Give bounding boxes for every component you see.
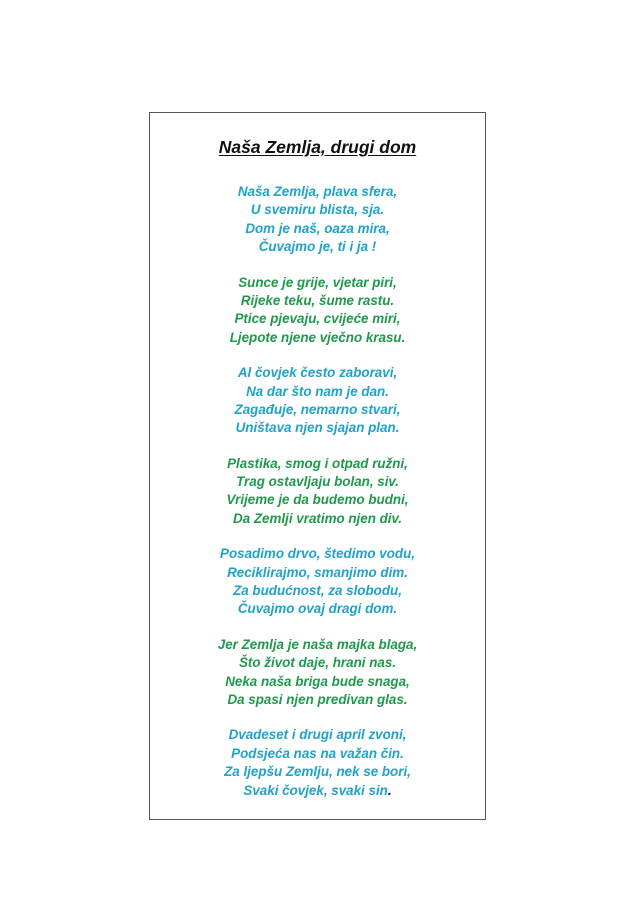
poem-line: Na dar što nam je dan. xyxy=(246,383,389,399)
stanza-2 xyxy=(150,274,485,348)
poem-line: Ptice pjevaju, cvijeće miri, xyxy=(234,311,401,327)
poem-line: Što život daje, hrani nas. xyxy=(238,655,396,671)
poem-line: Sunce je grije, vjetar piri, xyxy=(238,274,397,290)
poem-line: Čuvajmo je, ti i ja ! xyxy=(258,239,377,255)
stanza-4 xyxy=(150,455,485,529)
poem-line: Neka naša briga bude snaga, xyxy=(225,673,410,689)
poem-line: Jer Zemlja je naša majka blaga, xyxy=(217,636,418,652)
poem-line: Da Zemlji vratimo njen div. xyxy=(233,510,402,526)
poem-line: Al čovjek često zaboravi, xyxy=(237,365,398,381)
poem-line: Da spasi njen predivan glas. xyxy=(227,691,408,707)
poem-line: Dvadeset i drugi april zvoni, xyxy=(228,727,407,743)
poem-line: Za budućnost, za slobodu, xyxy=(233,583,402,599)
stanza-7 xyxy=(150,726,485,800)
poem-line: Trag ostavljaju bolan, siv. xyxy=(236,474,399,490)
poem-body xyxy=(150,183,485,817)
stanza-5 xyxy=(150,545,485,619)
poem-title: Naša Zemlja, drugi dom xyxy=(218,137,417,157)
poem-line: Posadimo drvo, štedimo vodu, xyxy=(220,546,415,562)
final-period: . xyxy=(387,782,392,798)
poem-line-last-text: Svaki čovjek, svaki sin xyxy=(243,782,388,798)
poem-line: Podsjeća nas na važan čin. xyxy=(231,745,404,761)
poem-line: U svemiru blista, sja. xyxy=(250,202,385,218)
poem-line: Vrijeme je da budemo budni, xyxy=(226,492,409,508)
poem-frame xyxy=(149,112,486,820)
poem-line: Zagađuje, nemarno stvari, xyxy=(234,401,401,417)
poem-line: Čuvajmo ovaj dragi dom. xyxy=(237,601,398,617)
poem-line-last xyxy=(150,782,485,800)
poem-line: Rijeke teku, šume rastu. xyxy=(240,292,395,308)
poem-line: Uništava njen sjajan plan. xyxy=(235,420,400,436)
poem-line: Plastika, smog i otpad ružni, xyxy=(227,455,408,471)
stanza-1 xyxy=(150,183,485,257)
poem-line: Ljepote njene vječno krasu. xyxy=(229,329,406,345)
poem-line: Dom je naš, oaza mira, xyxy=(245,220,390,236)
poem-line: Reciklirajmo, smanjimo dim. xyxy=(227,564,408,580)
poem-line: Za ljepšu Zemlju, nek se bori, xyxy=(224,764,411,780)
stanza-3 xyxy=(150,364,485,438)
stanza-6 xyxy=(150,636,485,710)
poem-line: Naša Zemlja, plava sfera, xyxy=(237,184,398,199)
